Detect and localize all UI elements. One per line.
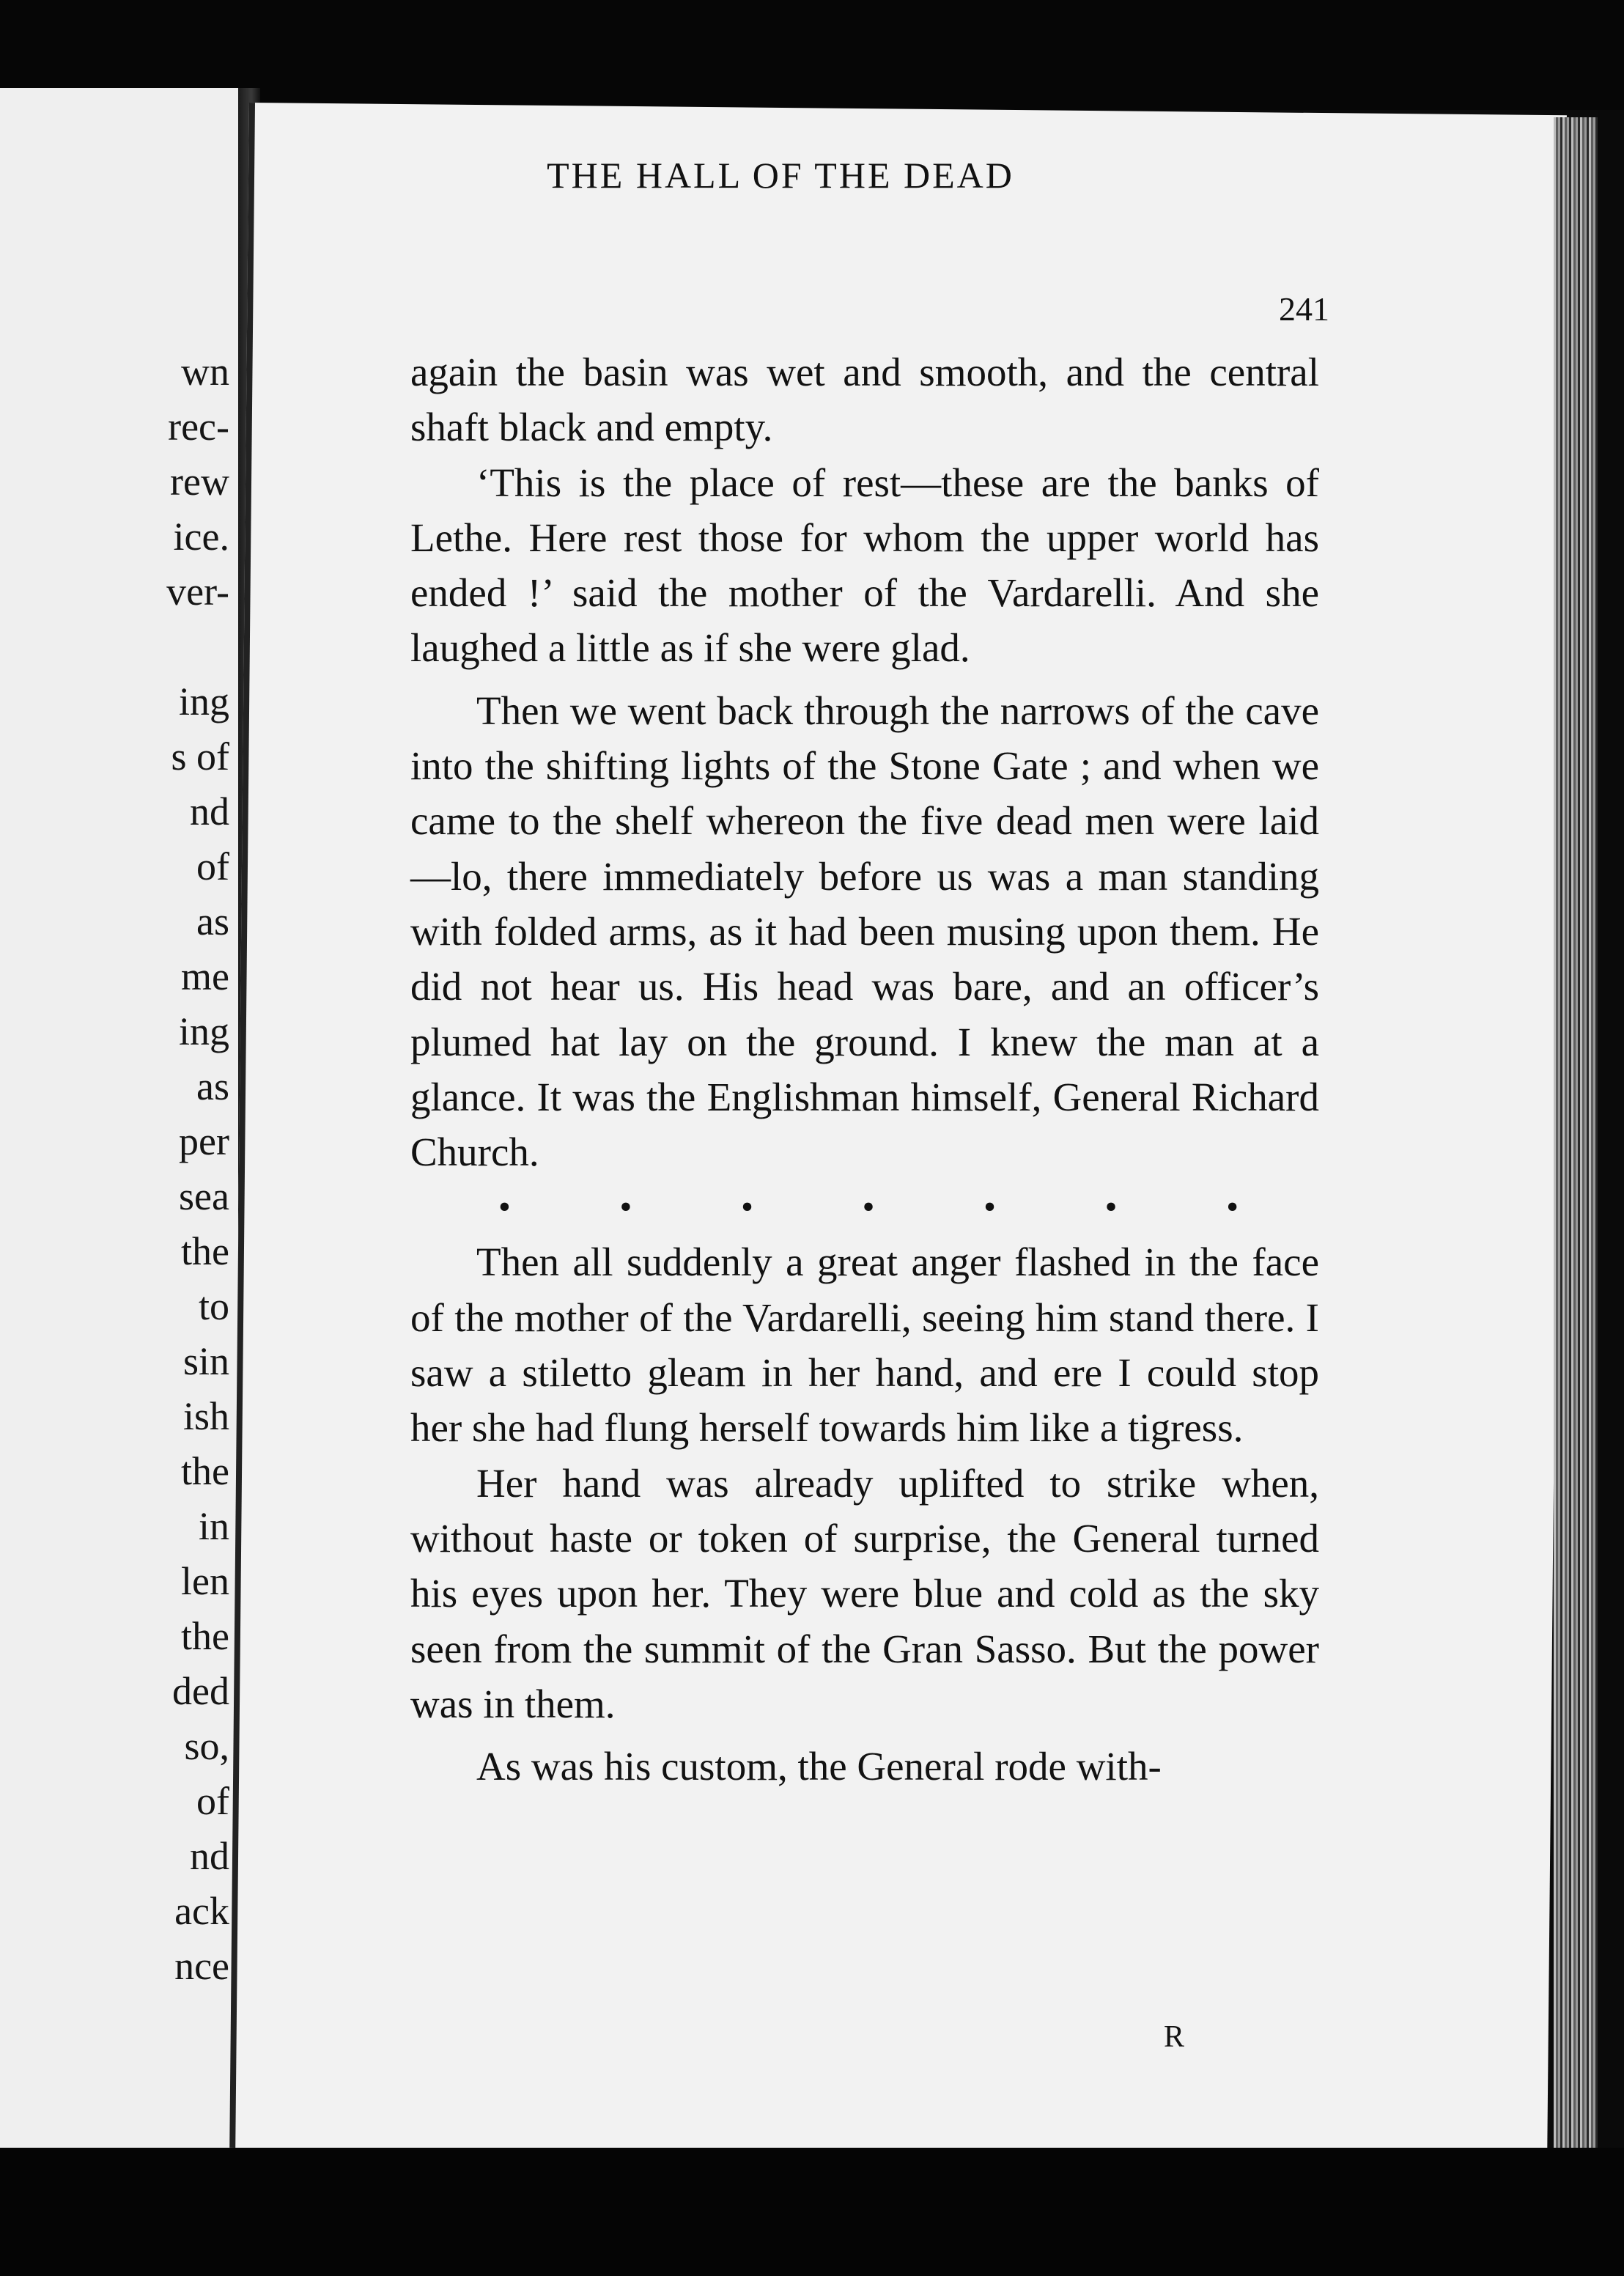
left-fragment: the [181, 1229, 229, 1273]
body-text [410, 345, 1319, 1794]
running-head [352, 154, 1209, 196]
left-fragment: ded [172, 1669, 229, 1713]
left-fragment: ing [178, 680, 229, 723]
ellipsis-dot: • [1104, 1187, 1118, 1227]
left-fragment: len [181, 1559, 229, 1603]
left-fragment: of [196, 844, 229, 888]
ellipsis-dot: • [983, 1187, 996, 1227]
left-fragment: as [196, 1064, 229, 1108]
paragraph: Her hand was already uplifted to strike when, without haste or token of surprise, the General turned his eyes upon her. They were blue and cold as the sky seen from the summit of the Gran Sasso. But the power was in them. [410, 1460, 1319, 1726]
paragraph: Then we went back through the narrows of the cave into the shifting lights of the Stone Gate ; and when we came to the shelf whereon the five dead men were laid—lo, there immediately before us was a man standing with folded arms, as it had been musing upon them. He did not hear us. His head was bare, and an officer’s plumed hat lay on the ground. I knew the man at a glance. It was the Englishman himself, General Richard Church. [410, 688, 1319, 1175]
left-fragment: nd [190, 789, 229, 833]
left-fragment: me [181, 954, 229, 998]
left-fragment: so, [184, 1724, 229, 1768]
section-break [410, 1179, 1319, 1234]
left-fragment: ver- [166, 570, 229, 614]
left-fragment: in [198, 1504, 229, 1548]
paragraph: As was his custom, the General rode with- [476, 1744, 1162, 1789]
paragraph: again the basin was wet and smooth, and the central shaft black and empty. [410, 350, 1319, 450]
left-fragment: nce [174, 1944, 229, 1988]
left-fragment: ing [178, 1009, 229, 1053]
ellipsis-dot: • [619, 1187, 632, 1227]
paragraph: ‘This is the place of rest—these are the banks of Lethe. Here rest those for whom the upper world has ended !’ said the mother of the Vardarelli. And she laughed a little as if she were glad. [410, 460, 1319, 671]
left-fragment: to [198, 1284, 229, 1328]
page-edges [1554, 117, 1598, 2155]
page-number: 241 [1279, 290, 1329, 328]
left-fragment: the [181, 1449, 229, 1493]
left-fragment: ice. [173, 515, 229, 559]
left-fragment: of [196, 1779, 229, 1823]
left-fragment: per [179, 1119, 229, 1163]
running-head-title: THE HALL OF THE DEAD [547, 155, 1014, 196]
left-fragment: sin [182, 1339, 229, 1383]
left-fragment: rew [170, 460, 229, 504]
left-fragment: the [181, 1614, 229, 1658]
left-fragment: sea [179, 1174, 229, 1218]
paragraph: Then all suddenly a great anger flashed in the face of the mother of the Vardarelli, seeing him stand there. I saw a stiletto gleam in her hand, and ere I could stop her she had flung herself towards him like a tigress. [410, 1240, 1319, 1451]
left-fragment: wn [181, 350, 229, 394]
left-fragment: ack [174, 1889, 229, 1933]
signature-mark: R [1164, 2020, 1185, 2054]
scan-frame-right [1598, 110, 1624, 2162]
ellipsis-dot: • [498, 1187, 511, 1227]
left-fragment: s of [171, 734, 229, 778]
left-fragment: rec- [168, 405, 229, 449]
left-fragment: as [196, 899, 229, 943]
left-fragment: nd [190, 1834, 229, 1878]
left-fragment: ish [182, 1394, 229, 1438]
ellipsis-dot: • [1226, 1187, 1239, 1227]
ellipsis-dot: • [862, 1187, 875, 1227]
ellipsis-dot: • [741, 1187, 753, 1227]
facing-page-left [0, 88, 248, 2162]
scan-frame-bottom [0, 2148, 1624, 2276]
